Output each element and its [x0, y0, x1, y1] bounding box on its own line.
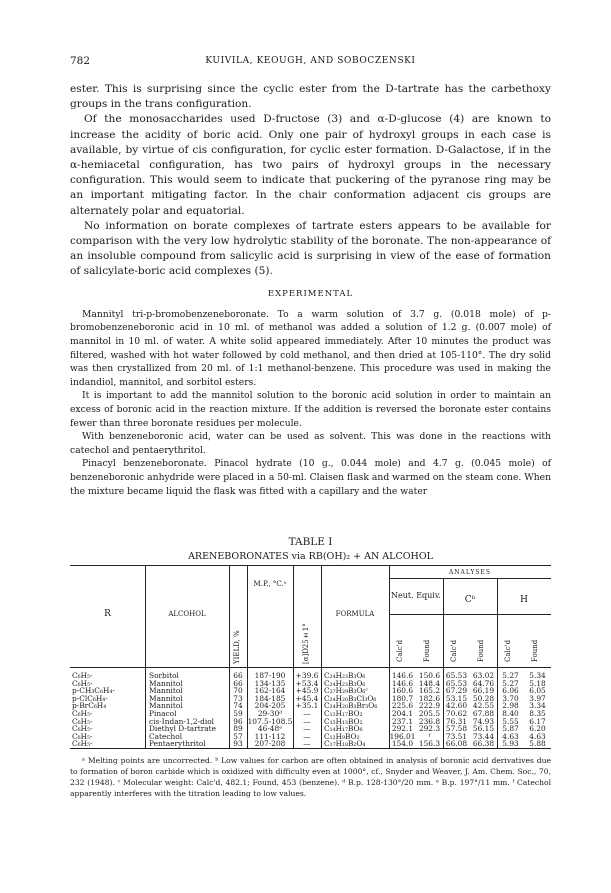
cell-mp: 111-112	[254, 731, 286, 741]
paragraph: It is important to add the mannitol solution to the boronic acid solution in order to maintain an excess of boronic acid in the reaction mixture. If the addition is reversed the boronate ester contains fewer than three boronate residues per molecule.	[70, 390, 551, 429]
cell-mp: 187-190	[254, 671, 286, 680]
cell-h-found: 5.18	[529, 678, 546, 688]
cell-c-found: 64.76	[472, 678, 495, 688]
cell-alcohol: Mannitol	[149, 686, 183, 696]
cell-yield: 74	[233, 701, 243, 711]
col-header-yield: YIELD, %	[233, 630, 241, 664]
cell-alcohol: Mannitol	[149, 701, 183, 711]
cell-h-calcd: 2.98	[502, 701, 519, 711]
cell-h-calcd: 3.70	[502, 693, 519, 703]
cell-r: C₆H₅-	[72, 709, 93, 718]
cell-neut-found: 165.2	[418, 686, 441, 696]
cell-h-found: 8.35	[529, 709, 546, 718]
cell-h-calcd: 5.93	[502, 739, 519, 749]
col-header-carbon: Cᵇ	[464, 595, 476, 605]
cell-formula: C₁₂H₁₇BO₂	[324, 709, 363, 718]
cell-r: C₆H₅-	[72, 739, 93, 749]
cell-h-calcd: 5.27	[502, 671, 519, 680]
cell-h-calcd: 8.40	[502, 709, 519, 718]
cell-mp: 29-30ᵈ	[257, 709, 283, 718]
col-header-analyses: ANALYSES	[448, 569, 492, 576]
cell-r: p-CH₃C₆H₄-	[72, 686, 115, 696]
cell-h-calcd: 5.87	[502, 724, 519, 734]
cell-yield: 73	[233, 693, 243, 703]
cell-neut-found: 148.4	[418, 678, 441, 688]
paragraph: Pinacyl benzeneboronate. Pinacol hydrate (10 g., 0.044 mole) and 4.7 g. (0.045 mole) of benzeneboronic anhydride were placed in a 50-ml. Claisen flask and warmed on the steam cone. When the mixture became liquid the flask was fitted with a capillary and the water	[70, 458, 551, 497]
cell-neut-calcd: 154.0	[391, 739, 414, 749]
cell-neut-calcd: 292.1	[391, 724, 414, 734]
cell-neut-found: 222.9	[418, 701, 441, 711]
cell-mp: 204-205	[254, 701, 286, 711]
cell-rotation: —	[303, 731, 311, 741]
cell-mp: 134-135	[254, 678, 286, 688]
table-rule-subcols	[389, 614, 551, 615]
cell-rotation: —	[303, 716, 311, 726]
cell-neut-found: 182.6	[418, 693, 441, 703]
cell-alcohol: Diethyl D-tartrate	[149, 724, 217, 734]
col-sub-found: Found	[531, 639, 539, 662]
cell-rotation: +45.9	[295, 686, 319, 696]
cell-neut-calcd: 237.1	[391, 716, 414, 726]
cell-neut-found: ᶠ	[428, 731, 431, 741]
cell-rotation: +35.1	[295, 701, 319, 711]
cell-mp: 184-185	[254, 693, 286, 703]
col-header-neut-equiv: Neut. Equiv.	[391, 591, 441, 600]
table-subtitle: ARENEBORONATES via RB(OH)₂ + AN ALCOHOL	[188, 551, 433, 562]
cell-c-found: 50.28	[472, 693, 495, 703]
cell-formula: C₁₄H₁₇BO₆	[324, 724, 363, 734]
cell-h-found: 5.88	[529, 739, 546, 749]
cell-neut-found: 150.6	[418, 671, 441, 680]
cell-neut-calcd: 204.1	[391, 709, 414, 718]
cell-rotation: —	[303, 724, 311, 734]
cell-c-calcd: 65.53	[445, 671, 468, 680]
cell-h-calcd: 5.55	[502, 716, 519, 726]
cell-neut-found: 205.5	[418, 709, 441, 718]
cell-c-calcd: 57.58	[445, 724, 468, 734]
cell-mp: 46-48ᵉ	[257, 724, 283, 734]
table-title: TABLE I	[288, 536, 333, 548]
cell-c-calcd: 65.53	[445, 678, 468, 688]
cell-h-calcd: 4.63	[502, 731, 519, 741]
cell-rotation: —	[303, 709, 311, 718]
table-rule-top	[70, 565, 551, 566]
cell-neut-calcd: 196.01	[389, 731, 416, 741]
cell-formula: C₁₇H₁₈B₂O₄	[324, 739, 366, 749]
running-authors: KUIVILA, KEOUGH, AND SOBOCZENSKI	[205, 56, 416, 66]
cell-c-calcd: 42.60	[445, 701, 468, 711]
col-header-alcohol: ALCOHOL	[168, 610, 206, 618]
cell-r: p-ClC₆H₄-	[72, 693, 108, 703]
cell-neut-found: 156.3	[418, 739, 441, 749]
paragraph: Of the monosaccharides used D-fructose (3) and α-D-glucose (4) are known to increase the acidity of boric acid. Only one pair of hydroxyl groups in each case is available, by virtue of cis configuration, for cyclic ester formation. D-Galactose, if in the α-hemiacetal configuration, has two pairs of hydroxyl groups in the necessary configuration. This would seem to indicate that puckering of the pyranose ring may be an important mitigating factor. In the chair conformation adjacent cis groups are alternately polar and equatorial.	[70, 113, 551, 217]
col-sub-calcd: Calc'd	[396, 639, 404, 662]
cell-yield: 93	[233, 739, 243, 749]
cell-yield: 70	[233, 686, 243, 696]
paragraph: With benzeneboronic acid, water can be used as solvent. This was done in the reactions with catechol and pentaerythritol.	[70, 431, 551, 456]
cell-mp: 107.5-108.5	[247, 716, 293, 726]
col-header-hydrogen: H	[520, 595, 528, 605]
cell-formula: C₂₄H₂₃B₃O₆	[324, 678, 366, 688]
page-number: 782	[70, 55, 91, 67]
cell-c-found: 67.88	[472, 709, 495, 718]
table-rule-analyses	[389, 578, 551, 579]
cell-c-found: 73.44	[472, 731, 495, 741]
experimental-section	[70, 308, 551, 498]
cell-h-found: 4.63	[529, 731, 546, 741]
col-header-formula: FORMULA	[335, 610, 375, 618]
col-sub-calcd: Calc'd	[450, 639, 458, 662]
paragraph: No information on borate complexes of tartrate esters appears to be available for comparison with the very low hydrolytic stability of the boronate. The non-appearance of an insoluble compound from salicylic acid is surprising in view of the ease of formation of salicylate-boric acid complexes (5).	[70, 219, 551, 278]
cell-alcohol: cis-Indan-1,2-diol	[149, 716, 215, 726]
cell-h-calcd: 5.27	[502, 678, 519, 688]
cell-formula: C₂₄H₂₃B₃O₆	[324, 671, 366, 680]
cell-alcohol: Mannitol	[149, 693, 183, 703]
cell-c-found: 63.02	[472, 671, 495, 680]
cell-alcohol: Pentaerythritol	[149, 739, 206, 749]
cell-h-found: 3.34	[529, 701, 546, 711]
table-rule-header	[70, 667, 551, 668]
cell-rotation: —	[303, 739, 311, 749]
cell-alcohol: Catechol	[149, 731, 183, 741]
cell-c-calcd: 67.29	[445, 686, 468, 696]
cell-formula: C₂₄H₂₀B₃Cl₃O₆	[324, 693, 377, 703]
col-sub-calcd: Calc'd	[504, 639, 512, 662]
cell-rotation: +45.4	[295, 693, 319, 703]
cell-c-calcd: 70.62	[445, 709, 468, 718]
cell-mp: 207-208	[254, 739, 286, 749]
cell-yield: 57	[233, 731, 243, 741]
cell-yield: 59	[233, 709, 243, 718]
cell-rotation: +39.6	[295, 671, 319, 680]
cell-c-found: 66.38	[472, 739, 495, 749]
cell-c-calcd: 53.15	[445, 693, 468, 703]
col-header-r: R	[104, 609, 111, 619]
cell-alcohol: Mannitol	[149, 678, 183, 688]
paragraph: ester. This is surprising since the cyclic ester from the D-tartrate has the carbethoxy groups in the trans configuration.	[70, 83, 551, 111]
cell-yield: 96	[233, 716, 243, 726]
cell-r: C₆H₅-	[72, 724, 93, 734]
cell-neut-calcd: 180.7	[391, 693, 414, 703]
cell-neut-calcd: 225.6	[391, 701, 414, 711]
cell-neut-calcd: 160.6	[391, 686, 414, 696]
cell-r: p-BrC₆H₄	[72, 701, 107, 711]
cell-neut-found: 292.3	[418, 724, 441, 734]
cell-c-found: 56.15	[472, 724, 495, 734]
cell-neut-calcd: 146.6	[391, 671, 414, 680]
footnote: ᵃ Melting points are uncorrected. ᵇ Low values for carbon are often obtained in analysis of boronic acid derivatives due to formation of boron carbide which is oxidized with difficulty even at 1000°, cf., Snyder and Weaver, J. Am. Chem. Soc., 70, 232 (1948). ᶜ Molecular weight: Calc'd, 482.1; Found, 453 (benzene). ᵈ B.p. 128-130°/20 mm. ᵉ B.p. 197°/11 mm. ᶠ Catechol apparently interferes with the titration leading to low values.	[70, 756, 551, 798]
cell-formula: C₁₅H₁₃BO₂	[324, 716, 363, 726]
cell-rotation: +53.4	[295, 678, 319, 688]
cell-c-found: 74.93	[472, 716, 495, 726]
col-header-mp: M.P., °C.ᵃ	[253, 580, 287, 588]
cell-h-found: 3.97	[529, 693, 546, 703]
cell-h-found: 5.34	[529, 671, 546, 680]
cell-mp: 162-164	[254, 686, 286, 696]
article-body	[70, 82, 551, 498]
cell-c-calcd: 73.51	[445, 731, 468, 741]
cell-yield: 66	[233, 678, 243, 688]
cell-alcohol: Pinacol	[149, 709, 177, 718]
cell-c-calcd: 76.31	[445, 716, 468, 726]
cell-h-found: 6.20	[529, 724, 546, 734]
cell-formula: C₂₇H₂₉B₃O₆ᶜ	[324, 686, 368, 696]
running-header	[70, 55, 551, 69]
cell-r: C₆H₅-	[72, 678, 93, 688]
table-row	[70, 739, 551, 749]
col-header-rotation: [α]D25±1°	[302, 623, 310, 664]
table-footnotes	[70, 755, 551, 799]
cell-h-calcd: 6.06	[502, 686, 519, 696]
cell-alcohol: Sorbitol	[149, 671, 179, 680]
col-sub-found: Found	[477, 639, 485, 662]
cell-c-found: 42.55	[472, 701, 495, 711]
cell-r: C₆H₅-	[72, 716, 93, 726]
paragraph: Mannityl tri-p-bromobenzeneboronate. To a warm solution of 3.7 g. (0.018 mole) of p-bromobenzeneboronic acid in 10 ml. of methanol was added a solution of 1.2 g. (0.007 mole) of mannitol in 10 ml. of water. A white solid appeared immediately. After 10 minutes the product was filtered, washed with hot water followed by cold methanol, and then dried at 105-110°. The dry solid was then crystallized from 20 ml. of 1:1 methanol-benzene. This procedure was used in making the indandiol, mannitol, and sorbitol esters.	[70, 308, 551, 388]
section-heading: EXPERIMENTAL	[267, 288, 354, 299]
cell-c-calcd: 66.08	[445, 739, 468, 749]
cell-formula: C₂₄H₂₀B₃Br₃O₆	[324, 701, 378, 711]
cell-r: C₆H₅-	[72, 731, 93, 741]
cell-h-found: 6.17	[529, 716, 546, 726]
cell-c-found: 66.19	[472, 686, 495, 696]
cell-h-found: 6.05	[529, 686, 546, 696]
cell-neut-calcd: 146.6	[391, 678, 414, 688]
cell-yield: 89	[233, 724, 243, 734]
cell-formula: C₁₂H₉BO₂	[324, 731, 360, 741]
col-sub-found: Found	[423, 639, 431, 662]
cell-yield: 66	[233, 671, 243, 680]
cell-neut-found: 236.8	[418, 716, 441, 726]
cell-r: C₆H₅-	[72, 671, 93, 680]
